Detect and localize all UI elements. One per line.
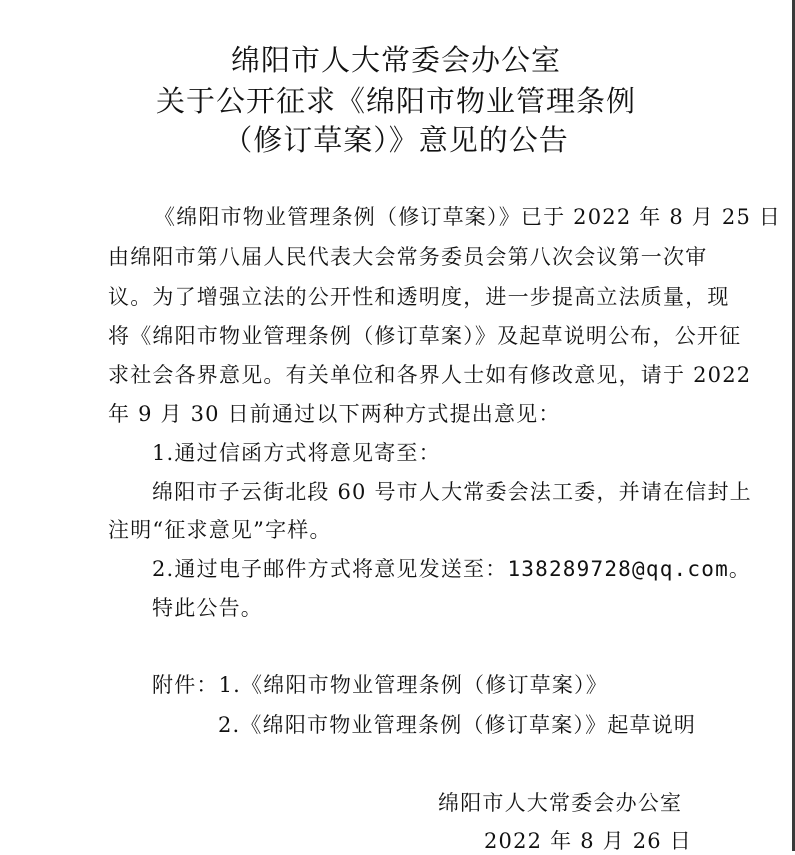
intro-line-1: 《绵阳市物业管理条例（修订草案）》已于 2022 年 8 月 25 日 (154, 205, 782, 229)
email-address: 138289728@qq.com。 (507, 557, 752, 581)
title-line-2: 关于公开征求《绵阳市物业管理条例 (155, 84, 636, 118)
title-line-1: 绵阳市人大常委会办公室 (230, 43, 561, 77)
intro-line-3: 议。为了增强立法的公开性和透明度，进一步提高立法质量，现 (108, 285, 730, 309)
attachment-1-text: 1.《绵阳市物业管理条例（修订草案）》 (218, 673, 608, 697)
intro-line-6: 年 9 月 30 日前通过以下两种方式提出意见： (108, 402, 561, 426)
signature-date: 2022 年 8 月 26 日 (484, 829, 692, 853)
signature-org: 绵阳市人大常委会办公室 (438, 791, 683, 815)
method-1-heading: 1.通过信函方式将意见寄至： (152, 441, 441, 465)
method-1-line-1: 绵阳市子云街北段 60 号市人大常委会法工委，并请在信封上 (152, 480, 752, 504)
closing-text: 特此公告。 (152, 596, 263, 620)
method-2-prefix: 2.通过电子邮件方式将意见发送至： (152, 557, 508, 581)
title-line-3: （修订草案）》意见的公告 (223, 123, 569, 157)
attachment-1 (152, 671, 608, 699)
attachment-2: 2.《绵阳市物业管理条例（修订草案）》起草说明 (218, 713, 697, 737)
method-2-line (152, 555, 751, 583)
method-1-line-2: 注明“征求意见”字样。 (108, 518, 332, 542)
attachments-label: 附件： (152, 673, 219, 697)
intro-line-2: 由绵阳市第八届人民代表大会常务委员会第八次会议第一次审 (108, 245, 708, 269)
intro-line-5: 求社会各界意见。有关单位和各界人士如有修改意见，请于 2022 (108, 363, 752, 387)
intro-line-4: 将《绵阳市物业管理条例（修订草案）》及起草说明公布，公开征 (108, 324, 742, 348)
